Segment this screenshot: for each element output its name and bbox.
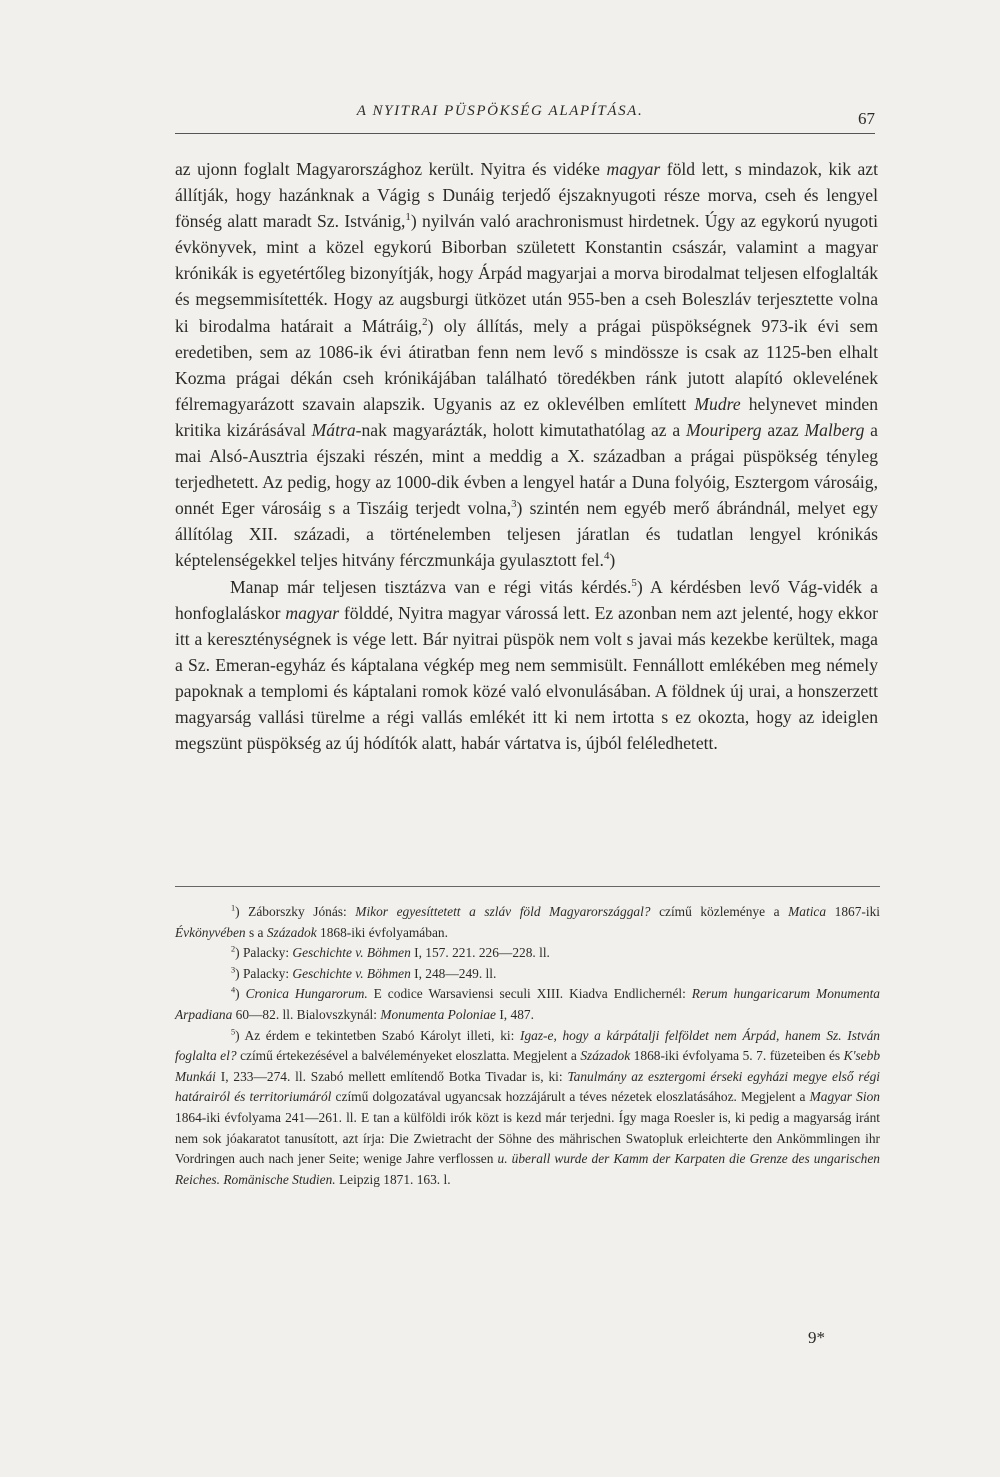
footnote-ref: 3 — [231, 965, 236, 975]
italic-text: Rerum hungaricarum Monumenta Arpadiana — [175, 986, 880, 1022]
text-run: -nak magyarázták, holott kimutathatólag az a — [355, 419, 686, 440]
text-run: Leipzig 1871. 163. l. — [335, 1171, 451, 1187]
text-run: 1864-iki évfolyama 241—261. ll. E tan a külföldi irók közt is kezd már terjedni. Így maga Roesler is, ki pedig a magyarság iránt nem sok jóakaratot tanusított, azt írja: Die Zwietracht der Söhne des mährischen Swatopluk erleichterte den Ankömmlingen ihr Vordringen auch nach jener Seite; wenige Jahre verflossen — [175, 1109, 880, 1167]
paragraph — [175, 156, 878, 574]
text-run: ) Az érdem e tekintetben Szabó Károlyt illeti, ki: — [235, 1027, 520, 1043]
text-run: ) oly állítás, mely a prágai püspökségnek 973-ik évi sem eredetiben, sem az 1086-ik évi átiratban fenn nem levő s mindössze is csak az 1125-ben elhalt Kozma prágai dékán cseh krónikájában található töredékben ránk jutott alapító oklevelének félremagyarázott szavain alapszik. Ugyanis az ez oklevélben említett — [175, 315, 878, 414]
text-run: ) A kérdésben levő Vág-vidék a honfoglaláskor — [175, 576, 878, 623]
page-number: 67 — [858, 109, 875, 128]
italic-text: Cronica Hungarorum. — [245, 986, 368, 1002]
text-run: ) Záborszky Jónás: — [235, 904, 356, 919]
paragraph — [175, 574, 878, 757]
footnote-ref: 1 — [405, 211, 411, 224]
footnote — [175, 902, 880, 943]
italic-text: K'sebb Munkái — [175, 1048, 881, 1084]
italic-text: magyar — [606, 159, 661, 179]
italic-text: Malberg — [804, 419, 865, 440]
italic-text: Mikor egyesíttetett a szláv föld Magyarországgal? — [355, 904, 651, 919]
text-run: I, 157. 221. 226—228. ll. — [410, 945, 550, 961]
footnotes — [175, 902, 880, 1190]
text-run: ) Palacky: — [235, 965, 293, 981]
text-run: 1868-iki évfolyama 5. 7. füzeteiben és — [630, 1048, 844, 1064]
text-run: földdé, Nyitra magyar várossá lett. Ez azonban nem azt jelenté, hogy ekkor itt a kereszténységnek is vége lett. Bár nyitrai püspök nem volt s javai más kezekbe kerültek, maga a Sz. Emeran-egyház és káptalana végkép meg nem semmisült. Fennállott emlékében meg némely papoknak a templomi és káptalani romok közé való elvonulásában. A földnek új urai, a honszerzett magyarság vallási türelme a régi vallás emlékét itt ki nem irtotta s ez okozta, hogy az ideiglen megszünt püspökség az új hódítók alatt, habár vártatva is, újból feléledhetett. — [175, 602, 879, 754]
text-run: a mai Alsó-Ausztria éjszaki részén, mint a meddig a X. században a prágai püspökség tényleg terjedhetett. Az pedig, hogy az 1000-dik évben a lengyel határ a Duna folyóig, Esztergom városáig, onnét Eger városáig s a Tiszáig terjedt volna, — [175, 419, 878, 519]
footnote-ref: 4 — [603, 550, 610, 563]
text-run: Manap már teljesen tisztázva van e régi vitás kérdés. — [230, 576, 632, 597]
text-run: 1868-iki évfolyamában. — [316, 924, 448, 940]
text-run: föld lett, s mindazok, kik azt állítják, hogy hazánknak a Vágig s Dunáig terjedő éjszaknyugoti része morva, cseh és lengyel fönség alatt maradt Sz. Istvánig, — [175, 159, 878, 232]
signature-mark: 9* — [808, 1328, 825, 1347]
italic-text: magyar — [285, 602, 340, 623]
italic-text: Tanulmány az esztergomi érseki egyházi megye első régi határairól és territoriumáról — [175, 1068, 880, 1105]
text-run: ) Palacky: — [235, 945, 293, 961]
main-text — [175, 156, 878, 756]
header-rule — [175, 133, 875, 134]
footnote-ref: 5 — [231, 1027, 236, 1037]
text-run: ) — [235, 986, 246, 1002]
text-run: I, 233—274. ll. Szabó mellett említendő Botka Tivadar is, ki: — [215, 1068, 568, 1084]
text-run: czímű dolgozatával ugyancsak hozzájárult a téves nézetek eloszlatásához. Megjelent a — [331, 1089, 810, 1105]
text-run: czímű értekezésével a balvéleményeket eloszlatta. Megjelent a — [236, 1048, 581, 1064]
footnote-ref: 4 — [231, 985, 236, 995]
italic-text: Mouriperg — [686, 419, 762, 440]
text-run: czímű közleménye a — [650, 904, 789, 919]
text-run: az ujonn foglalt Magyarországhoz került. Nyitra és vidéke — [175, 159, 607, 179]
italic-text: u. überall wurde der Kamm der Karpaten die Grenze des ungarischen Reiches. Romänische Studien. — [175, 1151, 880, 1187]
footnote-ref: 5 — [631, 576, 637, 589]
footnote — [175, 964, 880, 985]
text-run: I, 248—249. ll. — [410, 965, 497, 981]
footnote-ref: 2 — [231, 944, 236, 954]
text-run: helynevet minden kritika kizárásával — [175, 393, 878, 440]
italic-text: Mátra — [311, 419, 356, 440]
footnote — [175, 1026, 880, 1191]
italic-text: Matica — [788, 904, 827, 919]
italic-text: Évkönyvében — [175, 924, 246, 940]
italic-text: Geschichte v. Böhmen — [292, 965, 411, 981]
italic-text: Századok — [580, 1048, 631, 1064]
text-run: ) — [609, 550, 616, 571]
italic-text: Monumenta Poloniae — [380, 1006, 496, 1022]
text-run: 1867-iki — [826, 904, 881, 919]
text-run: s a — [245, 924, 267, 940]
footnote — [175, 943, 880, 964]
italic-text: Mudre — [694, 393, 741, 414]
footnote — [175, 984, 880, 1025]
text-run: E codice Warsaviensi seculi XIII. Kiadva Endlichernél: — [367, 986, 692, 1002]
footnote-rule — [175, 886, 880, 887]
text-run: I, 487. — [496, 1006, 534, 1022]
text-run: ) szintén nem egyéb merő ábrándnál, melyet egy állítólag XII. századi, a történelemben teljesen járatlan és tudatlan lengyel krónikás képtelenségekkel teljes hitvány férczmunkája gyulasztott fel. — [175, 498, 878, 571]
italic-text: Igaz-e, hogy a kárpátalji felföldet nem Árpád, hanem Sz. István foglalta el? — [175, 1027, 880, 1064]
text-run: azaz — [761, 419, 805, 440]
italic-text: Századok — [266, 924, 317, 940]
italic-text: Geschichte v. Böhmen — [292, 945, 411, 961]
footnote-ref: 1 — [231, 903, 236, 913]
text-run: 60—82. ll. Bialovszkynál: — [232, 1006, 381, 1022]
footnote-ref: 3 — [511, 498, 517, 511]
footnote-ref: 2 — [422, 315, 428, 328]
italic-text: Magyar Sion — [809, 1089, 880, 1105]
text-run: ) nyilván való arachronismust hirdetnek. Úgy az egykorú nyugoti évkönyvek, mint a közel egykorú Biborban született Konstantin császár, valamint a magyar krónikák is egyetértőleg bizonyítják, hogy Árpád magyarjai a morva birodalmat teljesen elfoglalták és megsemmisítették. Hogy az augsburgi ütközet után 955-ben a cseh Boleszláv terjesztette volna ki birodalma határait a Mátráig, — [175, 211, 879, 336]
running-title: A NYITRAI PÜSPÖKSÉG ALAPÍTÁSA. — [356, 103, 644, 119]
